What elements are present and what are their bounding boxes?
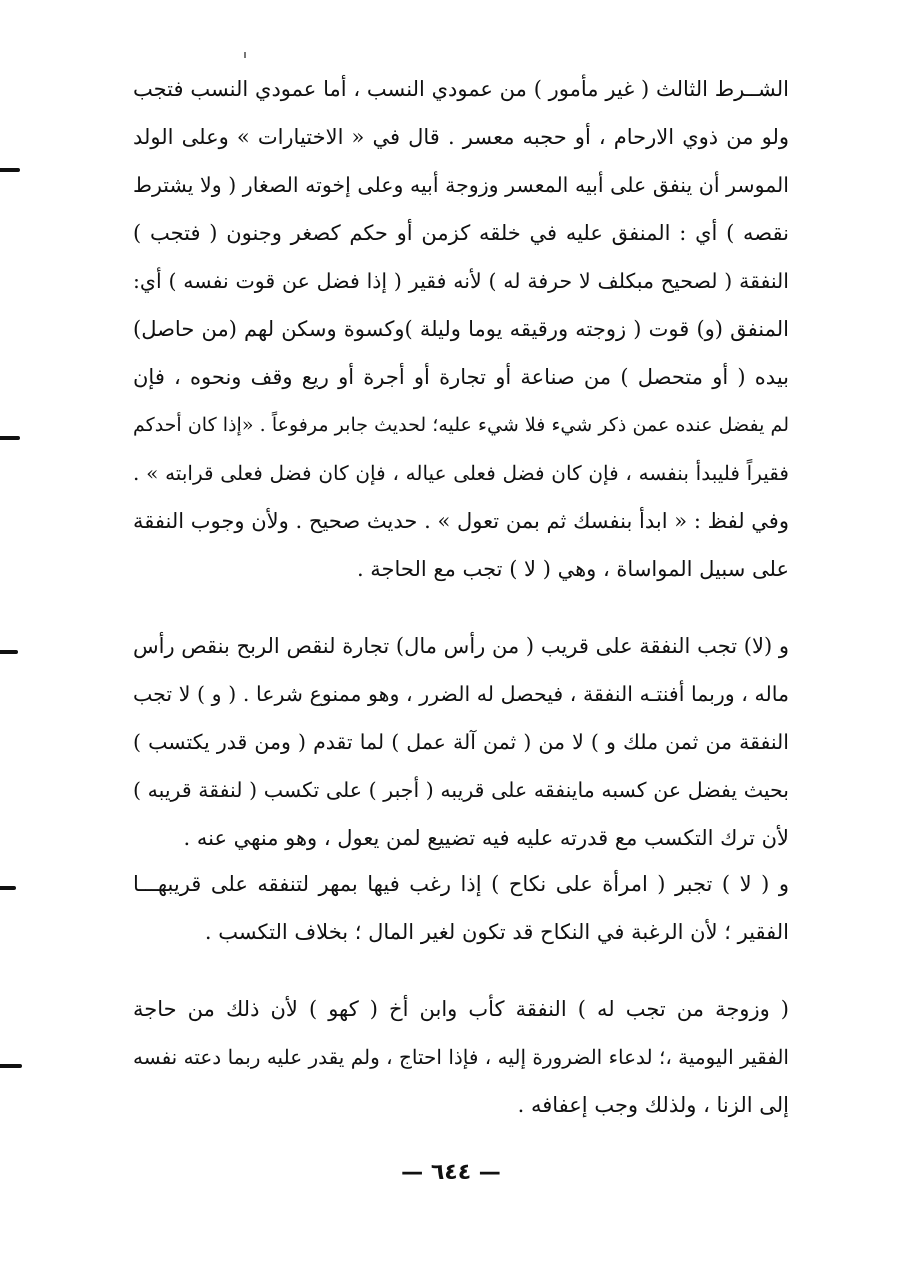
margin-mark [0,650,18,654]
margin-mark [0,886,16,890]
text-line: إلى الزنا ، ولذلك وجب إعفافه . [517,1093,789,1117]
paragraph-2 [133,622,789,862]
text-line: الفقير ؛ لأن الرغبة في النكاح قد تكون لغير المال ؛ بخلاف التكسب . [204,920,789,944]
text-line: ولو من ذوي الارحام ، أو حجبه معسر . قال في « الاختيارات » وعلى الولد [133,125,789,149]
text-line: ( وزوجة من تجب له ) النفقة كأب وابن أخ ( كهو ) لأن ذلك من حاجة [133,997,789,1021]
paragraph-4 [133,985,789,1129]
text-line: وفي لفظ : « ابدأ بنفسك ثم بمن تعول » . حديث صحيح . ولأن وجوب النفقة [133,509,789,533]
text-line: الموسر أن ينفق على أبيه المعسر وزوجة أبيه وعلى إخوته الصغار ( ولا يشترط [133,173,789,197]
text-line: ماله ، وربما أفنتـه النفقة ، فيحصل له الضرر ، وهو ممنوع شرعا . ( و ) لا تجب [133,682,789,706]
text-line: النفقة من ثمن ملك و ) لا من ( ثمن آلة عمل ) لما تقدم ( ومن قدر يكتسب ) [133,730,789,754]
paragraph-1 [133,65,789,593]
text-line: الشــرط الثالث ( غير مأمور ) من عمودي النسب ، أما عمودي النسب فتجب [133,77,789,101]
text-line: لأن ترك التكسب مع قدرته عليه فيه تضييع لمن يعول ، وهو منهي عنه . [183,826,789,850]
scan-speck [244,52,246,58]
text-line: بحيث يفضل عن كسبه ماينفقه على قريبه ( أجبر ) على تكسب ( لنفقة قريبه ) [133,778,789,802]
text-line: بيده ( أو متحصل ) من صناعة أو تجارة أو أجرة أو ريع وقف ونحوه ، فإن [133,365,789,389]
margin-mark [0,1064,22,1068]
text-line: على سبيل المواساة ، وهي ( لا ) تجب مع الحاجة . [356,557,789,581]
page-number: — ٦٤٤ — [401,1160,501,1185]
margin-mark [0,436,20,440]
text-line: فقيراً فليبدأ بنفسه ، فإن كان فضل فعلى عياله ، فإن كان فضل فعلى قرابته » . [133,461,789,485]
margin-mark [0,168,20,172]
text-line: و (لا) تجب النفقة على قريب ( من رأس مال) تجارة لنقص الربح بنقص رأس [133,634,789,658]
text-line: و ( لا ) تجبر ( امرأة على نكاح ) إذا رغب فيها بمهر لتنفقه على قريبهـــا [133,872,789,896]
text-line: لم يفضل عنده عمن ذكر شيء فلا شيء عليه؛ لحديث جابر مرفوعاً . «إذا كان أحدكم [133,414,789,436]
text-line: المنفق (و) قوت ( زوجته ورقيقه يوما وليلة )وكسوة وسكن لهم (من حاصل) [133,317,789,341]
text-line: نقصه ) أي : المنفق عليه في خلقه كزمن أو حكم كصغر وجنون ( فتجب ) [133,221,789,245]
text-line: النفقة ( لصحيح مبكلف لا حرفة له ) لأنه فقير ( إذا فضل عن قوت نفسه ) أي: [133,269,789,293]
text-line: الفقير اليومية ،؛ لدعاء الضرورة إليه ، فإذا احتاج ، ولم يقدر عليه ربما دعته نفسه [133,1045,789,1069]
paragraph-3 [133,860,789,956]
